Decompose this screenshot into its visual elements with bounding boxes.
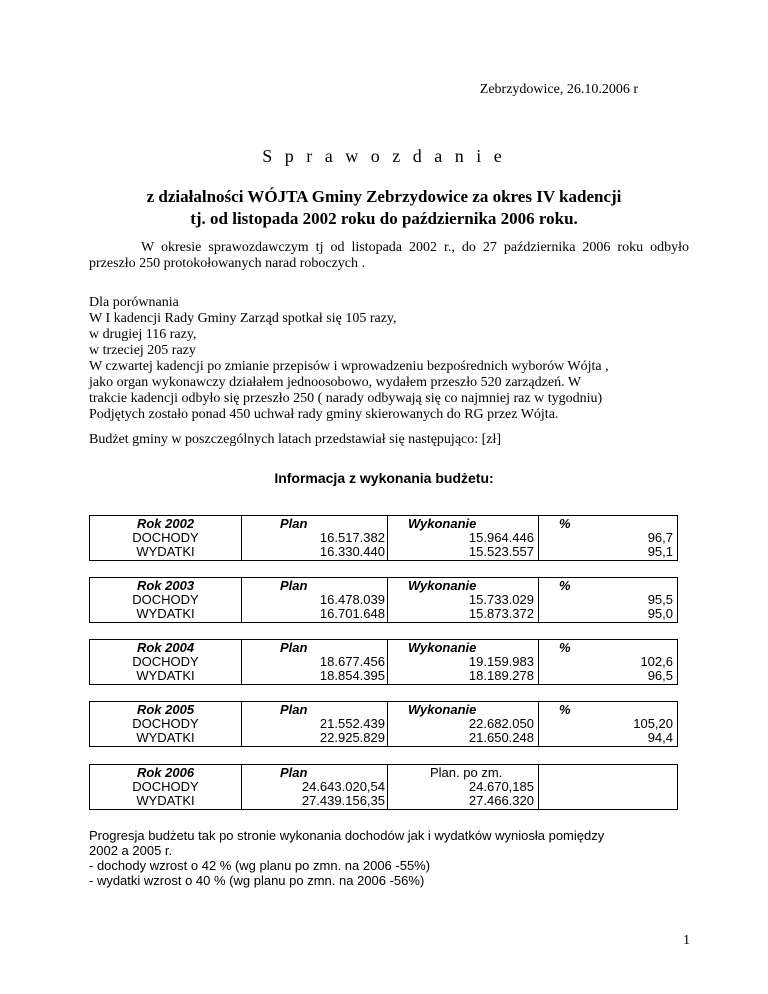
page-number: 1 <box>683 933 690 948</box>
plan-income-value: 16.517.382 <box>319 530 385 545</box>
year-header: Rok 2002 <box>136 516 195 531</box>
execution-column <box>388 579 538 621</box>
year-column <box>90 766 241 808</box>
row-label-income: DOCHODY <box>132 654 199 669</box>
plan-column <box>242 579 388 621</box>
plan-column <box>242 641 388 683</box>
execution-expense-value: 21.650.248 <box>468 730 534 745</box>
year-column <box>90 517 241 559</box>
year-column <box>90 641 241 683</box>
execution-header: Wykonanie <box>408 578 477 593</box>
budget-intro: Budżet gminy w poszczególnych latach przedstawiał się następująco: [zł] <box>89 432 502 447</box>
plan-expense-value: 18.854.395 <box>319 668 385 683</box>
percent-expense-value: 94,4 <box>647 730 673 745</box>
execution-column <box>388 517 538 559</box>
comparison-line: jako organ wykonawczy działałem jednoosobowo, wydałem przeszło 520 zarządzeń. W <box>89 375 582 390</box>
row-label-expense: WYDATKI <box>136 793 195 808</box>
percent-expense-value: 96,5 <box>647 668 673 683</box>
budget-table-2004 <box>89 639 678 685</box>
comparison-line: Podjętych zostało ponad 450 uchwał rady gminy skierowanych do RG przez Wójta. <box>89 407 559 422</box>
plan-header: Plan <box>280 640 308 655</box>
execution-income-value: 15.733.029 <box>468 592 534 607</box>
execution-expense-value: 15.523.557 <box>468 544 534 559</box>
percent-expense-value: 95,0 <box>647 606 673 621</box>
document-subtitle <box>0 186 768 230</box>
percent-header: % <box>559 640 571 655</box>
execution-header: Wykonanie <box>408 640 477 655</box>
execution-header: Wykonanie <box>408 702 477 717</box>
row-label-expense: WYDATKI <box>136 544 195 559</box>
summary-line: - dochody wzrost o 42 % (wg planu po zmn. na 2006 -55%) <box>89 858 431 873</box>
plan-income-value: 16.478.039 <box>319 592 385 607</box>
budget-summary <box>89 828 709 888</box>
table-divider <box>538 765 539 809</box>
budget-table-2003 <box>89 577 678 623</box>
comparison-line: w trzeciej 205 razy <box>89 343 196 358</box>
percent-header: % <box>559 516 571 531</box>
budget-section-title: Informacja z wykonania budżetu: <box>274 470 494 486</box>
row-label-expense: WYDATKI <box>136 730 195 745</box>
year-header: Rok 2003 <box>136 578 195 593</box>
intro-paragraph: W okresie sprawozdawczym tj od listopada 2002 r., do 27 października 2006 roku odbyło przeszło 250 protokołowanych narad roboczych . <box>89 240 689 271</box>
comparison-line: W I kadencji Rady Gminy Zarząd spotkał się 105 razy, <box>89 311 397 326</box>
comparison-section <box>89 295 709 423</box>
row-label-expense: WYDATKI <box>136 606 195 621</box>
year-column <box>90 579 241 621</box>
plan-expense-value: 22.925.829 <box>319 730 385 745</box>
amended-plan-expense-value: 27.466.320 <box>468 793 534 808</box>
plan-income-value: 24.643.020,54 <box>301 779 385 794</box>
budget-table-2002 <box>89 515 678 561</box>
row-label-income: DOCHODY <box>132 716 199 731</box>
document-title: S p r a w o z d a n i e <box>262 146 506 166</box>
percent-expense-value: 95,1 <box>647 544 673 559</box>
execution-column <box>388 641 538 683</box>
execution-expense-value: 18.189.278 <box>468 668 534 683</box>
percent-header: % <box>559 578 571 593</box>
year-header: Rok 2005 <box>136 702 195 717</box>
plan-column <box>242 517 388 559</box>
summary-line: - wydatki wzrost o 40 % (wg planu po zmn. na 2006 -56%) <box>89 873 425 888</box>
amended-plan-column <box>388 766 538 808</box>
percent-income-value: 95,5 <box>647 592 673 607</box>
plan-income-value: 21.552.439 <box>319 716 385 731</box>
plan-income-value: 18.677.456 <box>319 654 385 669</box>
year-header: Rok 2004 <box>136 640 195 655</box>
subtitle-line-1: z działalności WÓJTA Gminy Zebrzydowice za okres IV kadencji <box>146 187 622 206</box>
budget-table-2006 <box>89 764 678 810</box>
summary-line: Progresja budżetu tak po stronie wykonania dochodów jak i wydatków wyniosła pomiędzy <box>89 828 605 843</box>
plan-header: Plan <box>280 702 308 717</box>
row-label-expense: WYDATKI <box>136 668 195 683</box>
execution-column <box>388 703 538 745</box>
plan-expense-value: 16.701.648 <box>319 606 385 621</box>
subtitle-line-2: tj. od listopada 2002 roku do października 2006 roku. <box>190 209 578 228</box>
execution-income-value: 22.682.050 <box>468 716 534 731</box>
amended-plan-income-value: 24.670,185 <box>468 779 534 794</box>
percent-column <box>539 517 677 559</box>
plan-header: Plan <box>280 578 308 593</box>
plan-column <box>242 703 388 745</box>
execution-header: Wykonanie <box>408 516 477 531</box>
document-date: Zebrzydowice, 26.10.2006 r <box>479 82 638 97</box>
percent-column <box>539 579 677 621</box>
percent-income-value: 102,6 <box>640 654 673 669</box>
comparison-line: Dla porównania <box>89 295 179 310</box>
percent-income-value: 105,20 <box>633 716 673 731</box>
plan-expense-value: 27.439.156,35 <box>301 793 385 808</box>
budget-table-2005 <box>89 701 678 747</box>
percent-column <box>539 641 677 683</box>
execution-income-value: 15.964.446 <box>468 530 534 545</box>
percent-income-value: 96,7 <box>647 530 673 545</box>
percent-column <box>539 703 677 745</box>
percent-header: % <box>559 702 571 717</box>
row-label-income: DOCHODY <box>132 592 199 607</box>
plan-expense-value: 16.330.440 <box>319 544 385 559</box>
plan-header: Plan <box>280 516 308 531</box>
amended-plan-header: Plan. po zm. <box>430 765 503 780</box>
execution-expense-value: 15.873.372 <box>468 606 534 621</box>
row-label-income: DOCHODY <box>132 530 199 545</box>
summary-line: 2002 a 2005 r. <box>89 843 173 858</box>
plan-header: Plan <box>280 765 308 780</box>
comparison-line: trakcie kadencji odbyło się przeszło 250 ( narady odbywają się co najmniej raz w tygodniu) <box>89 391 603 406</box>
execution-income-value: 19.159.983 <box>468 654 534 669</box>
year-header: Rok 2006 <box>136 765 195 780</box>
row-label-income: DOCHODY <box>132 779 199 794</box>
comparison-line: w drugiej 116 razy, <box>89 327 197 342</box>
plan-column <box>242 766 388 808</box>
year-column <box>90 703 241 745</box>
comparison-line: W czwartej kadencji po zmianie przepisów i wprowadzeniu bezpośrednich wyborów Wójta , <box>89 359 609 374</box>
